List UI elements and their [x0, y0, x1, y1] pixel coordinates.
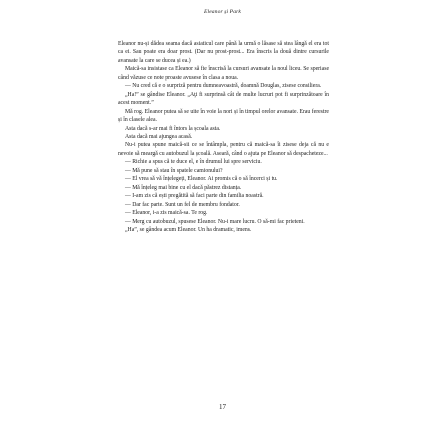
- paragraph: — Eleanor, i-a zis maică-sa. Te rog.: [125, 210, 208, 217]
- paragraph: Maică-sa insistase ca Eleanor să fie înscrisă la cursuri avansate la noul liceu. Se speriase când văzuse ce note proaste avusese în clasa a noua.: [118, 66, 329, 81]
- paragraph: — Mă pune să stau în spatele camionului?: [125, 167, 223, 174]
- paragraph: — I-am zis că ești pregătită să faci parte din familia noastră.: [125, 193, 264, 200]
- paragraph: Mă rog. Eleanor putea să se uite în voie la nori și în timpul orelor avansate. Erau ferestre și în clasele alea.: [118, 108, 329, 124]
- paragraph: Asta dacă mai ajungea acasă.: [125, 133, 193, 140]
- body-text: [118, 40, 329, 234]
- page-number: 17: [219, 403, 226, 411]
- paragraph: — Richie a spus că te duce el, e în drumul lui spre serviciu.: [125, 159, 262, 166]
- paragraph: „Ha”, se gândea acum Eleanor. Un ha dramatic, imens.: [125, 226, 252, 233]
- paragraph: — Dar fac parte. Sunt un fel de membru fondator.: [125, 201, 240, 208]
- paragraph: — El vrea să vă înțelegeți, Eleanor. Ai promis că o să încerci și tu.: [125, 176, 278, 183]
- paragraph: Eleanor nu-și dădea seama dacă asiaticul care până la urmă o lăsase să stea lângă el era tot ca ei. Sau poate era doar prost. (Dar nu prost-prost... Era înscris la două dintre cursurile avansate la care se ducea și ea.): [118, 41, 329, 64]
- paragraph: Asta dacă s-ar mai fi întors la școala asta.: [125, 125, 221, 132]
- paragraph: — Merg cu autobuzul, spusese Eleanor. Nu-i mare lucru. O să-mi fac prieteni.: [125, 218, 305, 225]
- paragraph: „Ha!” se gândise Eleanor. „Aţi fi surprinsă cât de multe lucruri pot fi surprinzătoare în acest moment.”: [118, 91, 329, 107]
- paragraph: Nu-i putea spune maică-sii ce se întâmpla, pentru că maică-sa îi zisese deja că nu e nevoie să meargă cu autobuzul la școală. Aseară, când o ajuta pe Eleanor să despacheteze...: [118, 142, 329, 157]
- running-head: Eleanor și Park: [204, 9, 241, 15]
- paragraph: — Mă înțeleg mai bine cu el dacă păstrez distanța.: [125, 184, 242, 191]
- paragraph: — Nu cred că e o surpriză pentru dumneavoastră, doamnă Douglas, zisese consiliera.: [125, 83, 322, 90]
